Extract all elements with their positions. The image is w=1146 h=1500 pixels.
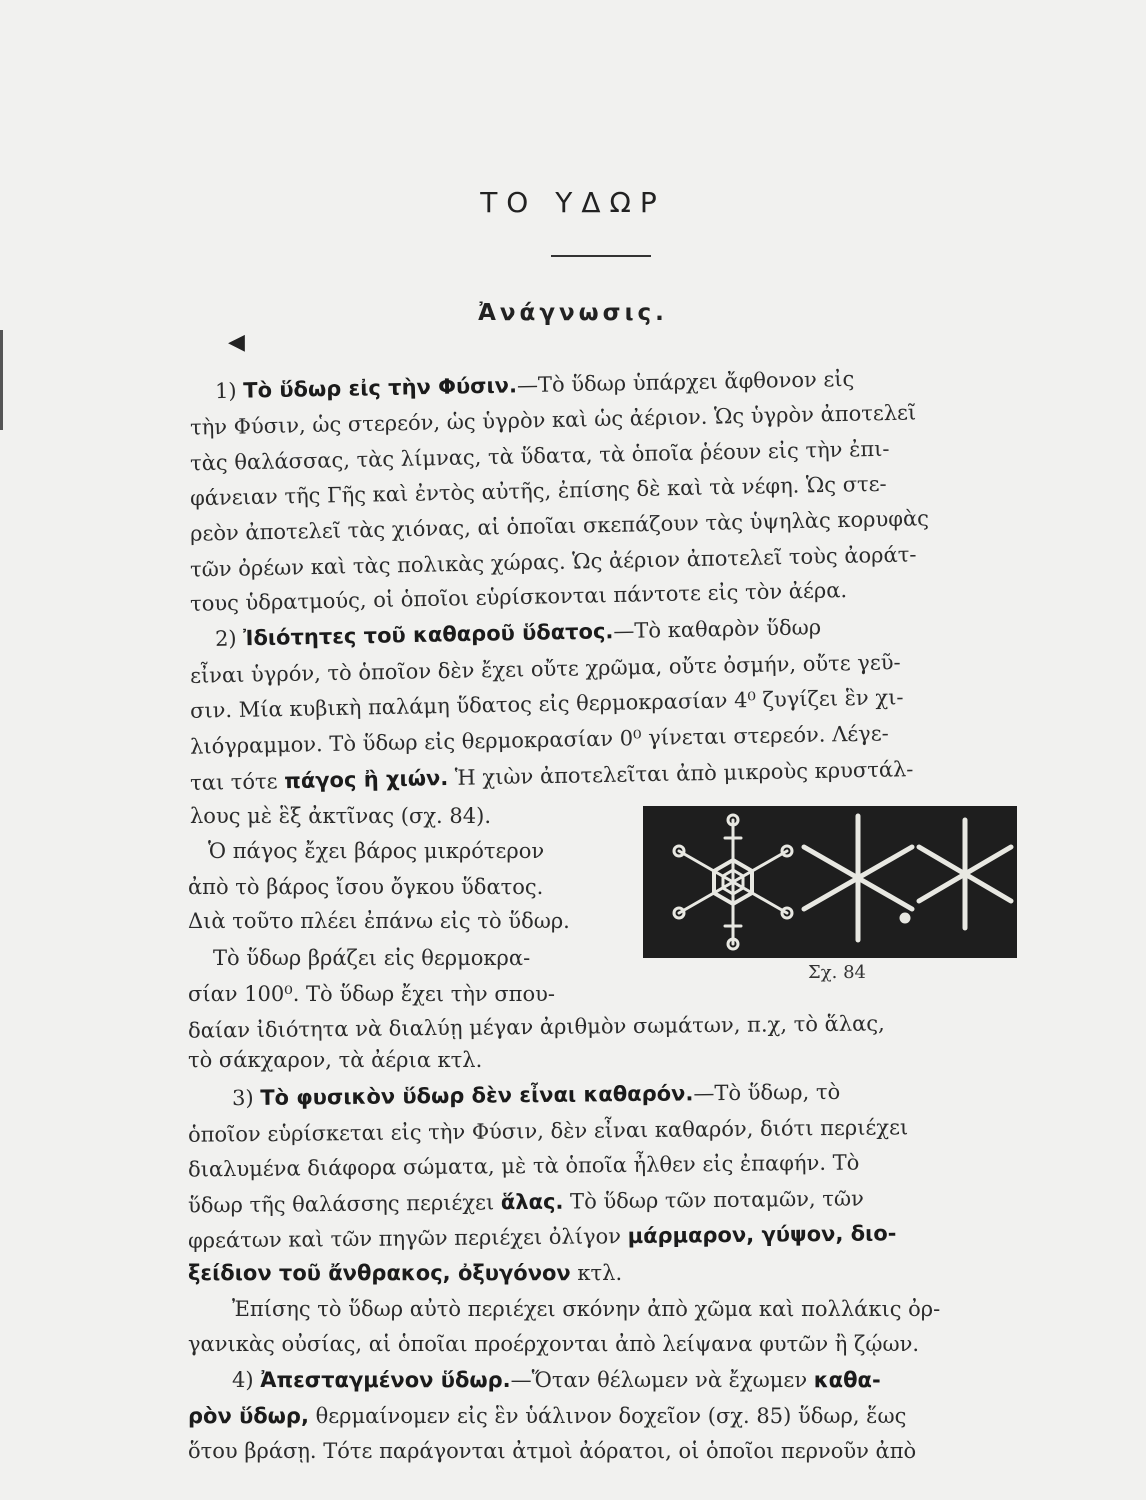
text-line: ὁποῖον εὑρίσκεται εἰς τὴν Φύσιν, δὲν εἶναι καθαρόν, διότι περιέχει bbox=[187, 1115, 909, 1147]
page-title: ΤΟ ΥΔΩΡ bbox=[480, 186, 666, 219]
text-line: φάνειαν τῆς Γῆς καὶ ἐντὸς αὐτῆς, ἐπίσης δὲ καὶ τὰ νέφη. Ὡς στε- bbox=[189, 471, 887, 511]
text-line: τῶν ὀρέων καὶ τὰς πολικὰς χώρας. Ὡς ἀέριον ἀποτελεῖ τοὺς ἀοράτ- bbox=[189, 542, 917, 582]
text-line: ἀπὸ τὸ βάρος ἴσου ὄγκου ὕδατος. bbox=[188, 875, 544, 899]
text-line: λους μὲ ἓξ ἀκτῖνας (σχ. 84). bbox=[190, 804, 491, 828]
text-line: ται τότε πάγος ἢ χιών. Ἡ χιὼν ἀποτελεῖται ἀπὸ μικροὺς κρυστάλ- bbox=[189, 757, 914, 795]
text-line: τους ὑδρατμούς, οἱ ὁποῖοι εὑρίσκονται πάντοτε εἰς τὸν ἀέρα. bbox=[189, 578, 848, 616]
section-heading: Ἀνάγνωσις. bbox=[478, 300, 668, 326]
text-line: ρεὸν ἀποτελεῖ τὰς χιόνας, αἱ ὁποῖαι σκεπάζουν τὰς ὑψηλὰς κορυφὰς bbox=[189, 506, 930, 546]
text-line: 4) Ἀπεσταγμένον ὕδωρ.—Ὅταν θέλωμεν νὰ ἔχωμεν καθα- bbox=[232, 1368, 881, 1392]
text-line: εἶναι ὑγρόν, τὸ ὁποῖον δὲν ἔχει οὔτε χρῶμα, οὔτε ὀσμήν, οὔτε γεῦ- bbox=[189, 650, 901, 688]
text-line: γανικὰς οὐσίας, αἱ ὁποῖαι προέρχονται ἀπὸ λείψανα φυτῶν ἢ ζῴων. bbox=[188, 1332, 920, 1356]
text-line: Τὸ ὕδωρ βράζει εἰς θερμοκρα- bbox=[213, 946, 531, 970]
text-line: Διὰ τοῦτο πλέει ἐπάνω εἰς τὸ ὕδωρ. bbox=[188, 909, 570, 933]
text-line: τὰς θαλάσσας, τὰς λίμνας, τὰ ὕδατα, τὰ ὁποῖα ῥέουν εἰς τὴν ἐπι- bbox=[189, 436, 890, 476]
figure-caption: Σχ. 84 bbox=[808, 962, 866, 983]
text-line: τὸ σάκχαρον, τὰ ἀέρια κτλ. bbox=[188, 1048, 483, 1072]
snowflake-icon bbox=[643, 806, 1017, 958]
text-line: 1) Τὸ ὕδωρ εἰς τὴν Φύσιν.—Τὸ ὕδωρ ὑπάρχει ἄφθονον εἰς bbox=[214, 366, 855, 404]
text-line: Ἐπίσης τὸ ὕδωρ αὐτὸ περιέχει σκόνην ἀπὸ χῶμα καὶ πολλάκις ὀρ- bbox=[232, 1297, 941, 1321]
page-edge bbox=[0, 330, 3, 430]
text-line: Ὁ πάγος ἔχει βάρος μικρότερον bbox=[208, 839, 545, 863]
text-line: διαλυμένα διάφορα σώματα, μὲ τὰ ὁποῖα ἦλθεν εἰς ἐπαφήν. Τὸ bbox=[187, 1150, 860, 1182]
text-line: 3) Τὸ φυσικὸν ὕδωρ δὲν εἶναι καθαρόν.—Τὸ ὕδωρ, τὸ bbox=[231, 1079, 841, 1111]
text-line: σιν. Μία κυβικὴ παλάμη ὕδατος εἰς θερμοκρασίαν 4⁰ ζυγίζει ἓν χι- bbox=[189, 685, 904, 723]
snowflake-crystals-image bbox=[643, 806, 1017, 958]
text-line: φρεάτων καὶ τῶν πηγῶν περιέχει ὀλίγον μάρμαρον, γύψον, διο- bbox=[187, 1221, 897, 1253]
text-line: ὕδωρ τῆς θαλάσσης περιέχει ἅλας. Τὸ ὕδωρ τῶν ποταμῶν, τῶν bbox=[187, 1186, 864, 1218]
text-line: ὅτου βράσῃ. Τότε παράγονται ἀτμοὶ ἀόρατοι, οἱ ὁποῖοι περνοῦν ἀπὸ bbox=[188, 1439, 917, 1463]
margin-mark-icon: ◀ bbox=[228, 330, 245, 355]
text-line: 2) Ἰδιότητες τοῦ καθαροῦ ὕδατος.—Τὸ καθαρὸν ὕδωρ bbox=[214, 615, 822, 651]
text-line: ξείδιον τοῦ ἄνθρακος, ὀξυγόνον κτλ. bbox=[188, 1261, 623, 1285]
text-line: σίαν 100⁰. Τὸ ὕδωρ ἔχει τὴν σπου- bbox=[188, 982, 555, 1006]
text-line: ρὸν ὕδωρ, θερμαίνομεν εἰς ἓν ὑάλινον δοχεῖον (σχ. 85) ὕδωρ, ἕως bbox=[188, 1404, 907, 1428]
text-line: τὴν Φύσιν, ὡς στερεόν, ὡς ὑγρὸν καὶ ὡς ἀέριον. Ὡς ὑγρὸν ἀποτελεῖ bbox=[189, 400, 917, 440]
text-line: λιόγραμμον. Τὸ ὕδωρ εἰς θερμοκρασίαν 0⁰ γίνεται στερεόν. Λέγε- bbox=[189, 721, 889, 759]
text-line: δαίαν ἰδιότητα νὰ διαλύῃ μέγαν ἀριθμὸν σωμάτων, π.χ, τὸ ἅλας, bbox=[187, 1011, 885, 1043]
title-divider bbox=[551, 255, 651, 257]
